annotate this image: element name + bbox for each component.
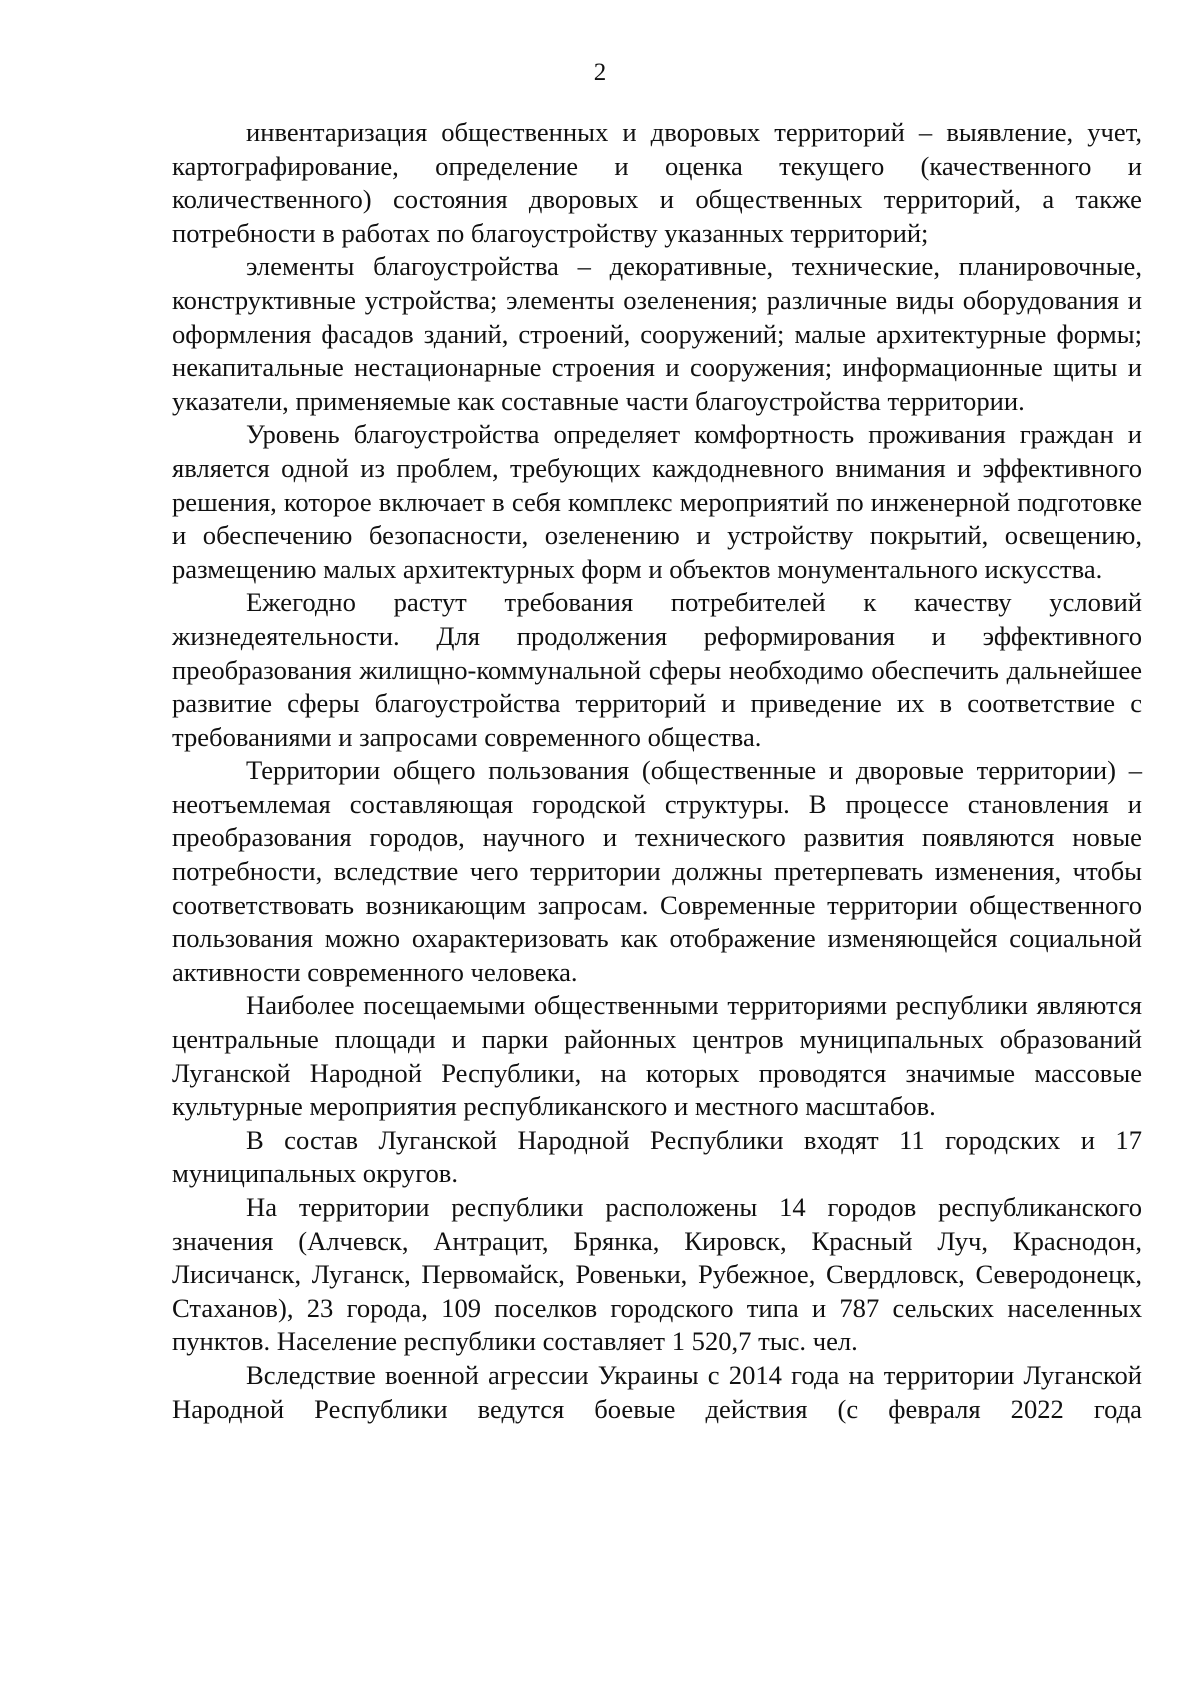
- paragraph-military-aggression: Вследствие военной агрессии Украины с 2014 года на территории Луганской Народной Республики ведутся боевые действия (с февраля 2022 года: [172, 1359, 1142, 1424]
- paragraph-inventory-definition: инвентаризация общественных и дворовых территорий – выявление, учет, картографирование, определение и оценка текущего (качественного и количественного) состояния дворовых и общественных территорий, а также потребности в работах по благоустройству указанных территорий;: [172, 117, 1142, 248]
- paragraph-republic-composition: В состав Луганской Народной Республики входят 11 городских и 17 муниципальных округов.: [172, 1124, 1142, 1189]
- paragraph-consumer-requirements: Ежегодно растут требования потребителей к качеству условий жизнедеятельности. Для продолжения реформирования и эффективного преобразования жилищно-коммунальной сферы необходимо обеспечить дальнейшее развитие сферы благоустройства территорий и приведение их в соответствие с требованиями и запросами современного общества.: [172, 587, 1142, 752]
- paragraph-cities-and-population: На территории республики расположены 14 городов республиканского значения (Алчевск, Антрацит, Брянка, Кировск, Красный Луч, Краснодон, Лисичанск, Луганск, Первомайск, Ровеньки, Рубежное, Свердловск, Северодонецк, Стаханов), 23 города, 109 поселков городского типа и 787 сельских населенных пунктов. Население республики составляет 1 520,7 тыс. чел.: [172, 1192, 1142, 1357]
- document-body: [172, 116, 1142, 1426]
- paragraph-landscaping-level: Уровень благоустройства определяет комфортность проживания граждан и является одной из проблем, требующих каждодневного внимания и эффективного решения, которое включает в себя комплекс мероприятий по инженерной подготовке и обеспечению безопасности, озеленению и устройству покрытий, освещению, размещению малых архитектурных форм и объектов монументального искусства.: [172, 419, 1142, 584]
- paragraph-landscaping-elements: элементы благоустройства – декоративные, технические, планировочные, конструктивные устройства; элементы озеленения; различные виды оборудования и оформления фасадов зданий, строений, сооружений; малые архитектурные формы; некапитальные нестационарные строения и сооружения; информационные щиты и указатели, применяемые как составные части благоустройства территории.: [172, 251, 1142, 416]
- page-number: 2: [593, 59, 607, 86]
- paragraph-most-visited-territories: Наиболее посещаемыми общественными территориями республики являются центральные площади и парки районных центров муниципальных образований Луганской Народной Республики, на которых проводятся значимые массовые культурные мероприятия республиканского и местного масштабов.: [172, 990, 1142, 1122]
- paragraph-public-territories: Территории общего пользования (общественные и дворовые территории) – неотъемлемая составляющая городской структуры. В процессе становления и преобразования городов, научного и технического развития появляются новые потребности, вследствие чего территории должны претерпевать изменения, чтобы соответствовать возникающим запросам. Современные территории общественного пользования можно охарактеризовать как отображение изменяющейся социальной активности современного человека.: [172, 755, 1142, 987]
